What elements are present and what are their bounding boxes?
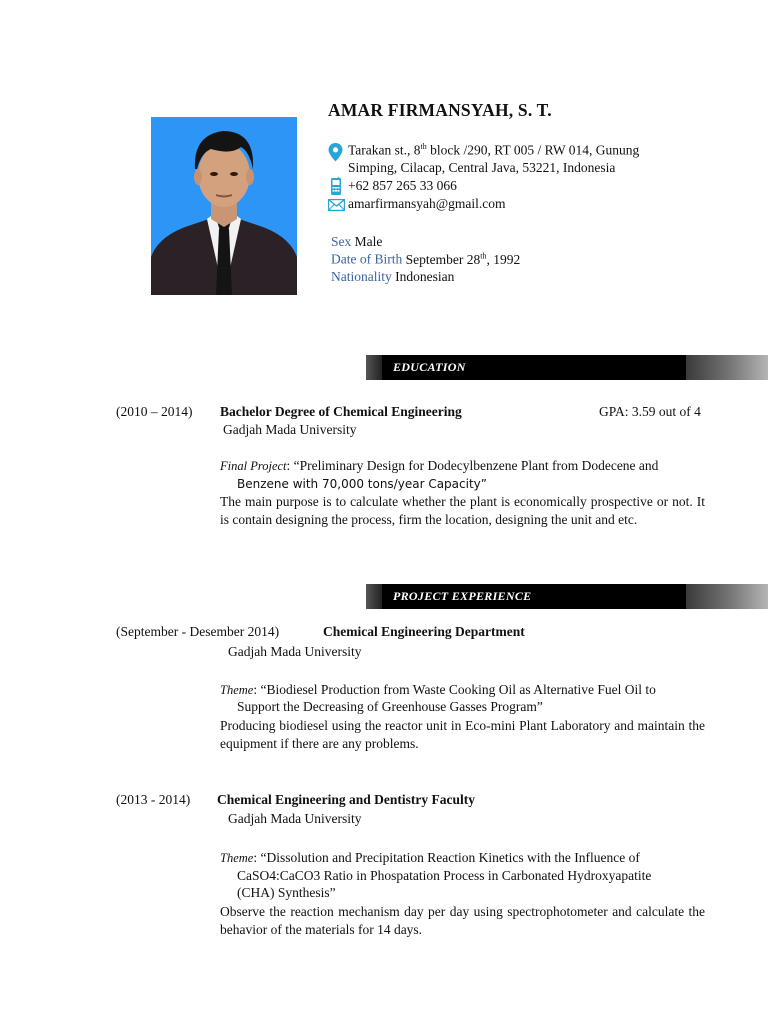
envelope-icon	[328, 199, 345, 211]
nationality-value: Indonesian	[395, 269, 455, 284]
project-section-title: PROJECT EXPERIENCE	[393, 589, 532, 603]
education-section-title: EDUCATION	[393, 360, 466, 374]
education-degree: Bachelor Degree of Chemical Engineering	[220, 404, 462, 419]
phone-number: +62 857 265 33 066	[348, 178, 457, 193]
sex-value: Male	[354, 234, 383, 249]
project-1-theme-line-1	[220, 682, 656, 698]
portrait-illustration	[151, 117, 297, 295]
profile-photo	[151, 117, 297, 295]
section-bar-gradient	[686, 355, 768, 380]
project-1-theme-line-2: Support the Decreasing of Greenhouse Gasses Program”	[237, 699, 543, 714]
project-section-header	[366, 584, 768, 609]
education-period: (2010 – 2014)	[116, 404, 193, 419]
address-line-2: Simping, Cilacap, Central Java, 53221, Indonesia	[348, 160, 616, 175]
project-2-theme-title: : “Dissolution and Precipitation Reaction Kinetics with the Influence of	[253, 850, 640, 865]
final-project-title: : “Preliminary Design for Dodecylbenzene Plant from Dodecene and	[286, 458, 659, 473]
project-2-period: (2013 - 2014)	[116, 792, 191, 807]
project-2-theme-line-2: CaSO4:CaCO3 Ratio in Phospatation Process in Carbonated Hydroxyapatite	[237, 868, 652, 883]
address-street-rest: block /290, RT 005 / RW 014, Gunung	[426, 142, 640, 158]
dob-value	[406, 252, 521, 267]
project-1-period: (September - Desember 2014)	[116, 624, 280, 639]
phone-row	[328, 178, 528, 196]
dob-sup: th	[480, 251, 487, 260]
section-bar-left-accent	[366, 355, 382, 380]
nationality-label: Nationality	[331, 269, 392, 284]
project-2-description: Observe the reaction mechanism day per day using spectrophotometer and calculate the behavior of the materials for 14 days.	[220, 904, 705, 937]
dob-row	[331, 251, 520, 268]
email-address[interactable]: amarfirmansyah@gmail.com	[348, 196, 506, 211]
project-2-theme-line-1	[220, 850, 640, 866]
education-gpa: GPA: 3.59 out of 4	[599, 404, 701, 419]
address-line-1	[328, 142, 688, 160]
project-2-university: Gadjah Mada University	[228, 811, 362, 826]
dob-label: Date of Birth	[331, 251, 403, 267]
address-sup: th	[420, 142, 427, 151]
applicant-name: AMAR FIRMANSYAH, S. T.	[328, 100, 552, 120]
address-street: Tarakan st., 8	[348, 142, 421, 158]
section-bar-gradient	[686, 584, 768, 609]
dob-year: , 1992	[486, 251, 521, 267]
sex-label: Sex	[331, 234, 352, 249]
education-description: The main purpose is to calculate whether the plant is economically prospective or not. It is contain designing the process, firm the location, designing the unit and etc.	[220, 494, 705, 527]
project-1-theme-title: : “Biodiesel Production from Waste Cooking Oil as Alternative Fuel Oil to	[253, 682, 656, 697]
location-pin-icon	[328, 143, 343, 162]
sex-row	[331, 234, 382, 250]
email-row	[328, 196, 548, 214]
section-bar-left-accent	[366, 584, 382, 609]
project-1-theme-label: Theme	[220, 683, 254, 697]
dob-month-day: September 28	[405, 251, 481, 267]
education-university: Gadjah Mada University	[223, 422, 357, 437]
project-2-theme-label: Theme	[220, 851, 254, 865]
project-1-department: Chemical Engineering Department	[323, 624, 525, 639]
project-2-department: Chemical Engineering and Dentistry Faculty	[217, 792, 475, 807]
education-section-header	[366, 355, 768, 380]
final-project-line-2: Benzene with 70,000 tons/year Capacity”	[237, 477, 487, 491]
final-project-label: Final Project	[220, 459, 287, 473]
final-project-line-1	[220, 458, 658, 474]
project-1-description: Producing biodiesel using the reactor unit in Eco-mini Plant Laboratory and maintain the equipment if there are any problems.	[220, 718, 705, 751]
phone-icon	[329, 177, 343, 196]
project-2-theme-line-3: (CHA) Synthesis”	[237, 885, 336, 900]
nationality-row	[331, 269, 454, 285]
project-1-university: Gadjah Mada University	[228, 644, 362, 659]
